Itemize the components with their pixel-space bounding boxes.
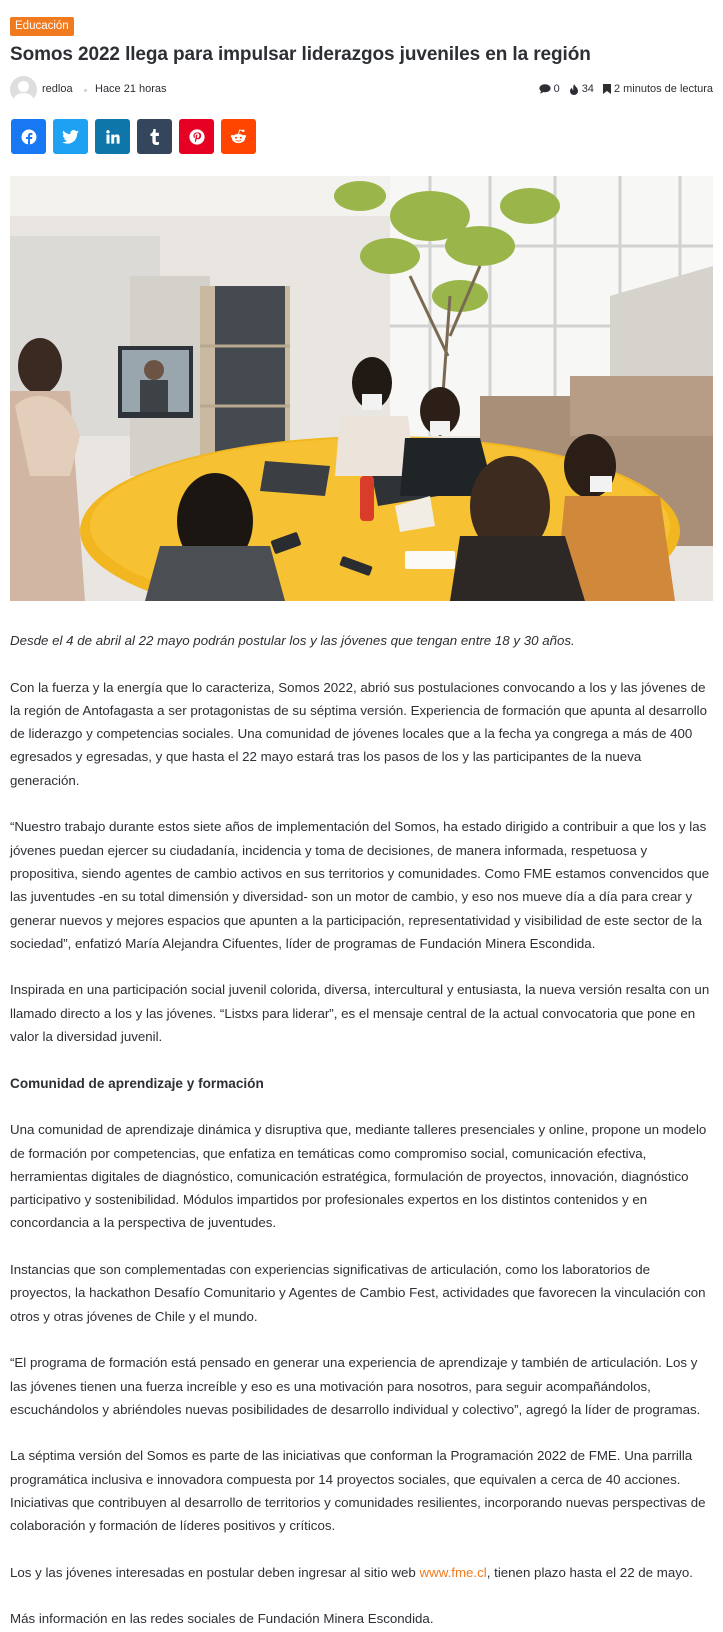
views-count [569, 83, 594, 95]
article-subheading: Comunidad de aprendizaje y formación [10, 1075, 264, 1091]
article-paragraph: “Nuestro trabajo durante estos siete años de implementación del Somos, ha estado dirigido a contribuir a que los y las jóvenes puedan ejercer su ciudadanía, incidencia y toma de decisiones, de manera informada, respetuosa y propositiva, siendo agentes de cambio activos en sus territorios y comunidades. Como FME estamos convencidos que las juventudes -en su total dimensión y diversidad- son un motor de cambio, y eso nos mueve día a día para crear y generar nuevos y mejores espacios que apunten a la participación, representatividad y visibilidad de este sector de la sociedad”, enfatizó María Alejandra Cifuentes, líder de programas de Fundación Minera Escondida. [10, 819, 710, 951]
comments-count[interactable] [539, 83, 560, 95]
share-reddit-button[interactable] [221, 119, 256, 154]
article-paragraph: “El programa de formación está pensado en generar una experiencia de aprendizaje y también de articulación. Los y las jóvenes tienen una fuerza increíble y eso es una motivación para nosotros, para seguir acompañándolos, escuchándolos y abriéndoles nuevas posibilidades de desarrollo individual y colectivo”, agregó la líder de programas. [10, 1355, 701, 1417]
post-meta [10, 76, 713, 104]
tumblr-icon [150, 129, 160, 145]
fme-website-link[interactable]: www.fme.cl [419, 1564, 487, 1580]
article-title: Somos 2022 llega para impulsar liderazgos juveniles en la región [10, 44, 591, 65]
bookmark-icon [603, 84, 611, 94]
category-badge[interactable]: Educación [10, 17, 74, 36]
facebook-icon [21, 129, 37, 145]
author-link[interactable]: redloa [42, 83, 73, 95]
separator-dot [84, 89, 87, 92]
share-facebook-button[interactable] [11, 119, 46, 154]
comments-count-value: 0 [553, 83, 560, 95]
reading-time-value: 2 minutos de lectura [613, 83, 713, 95]
article-lead: Desde el 4 de abril al 22 mayo podrán postular los y las jóvenes que tengan entre 18 y 30 años. [10, 633, 575, 648]
linkedin-icon [106, 130, 120, 144]
share-twitter-button[interactable] [53, 119, 88, 154]
twitter-icon [62, 130, 79, 144]
paragraph-text: Los y las jóvenes interesadas en postular deben ingresar al sitio web [10, 1564, 420, 1580]
share-linkedin-button[interactable] [95, 119, 130, 154]
pinterest-icon [189, 129, 205, 145]
article-paragraph [10, 1561, 713, 1584]
reading-time [603, 83, 713, 95]
article-paragraph: Inspirada en una participación social juvenil colorida, diversa, intercultural y entusiasta, la nueva versión resalta con un llamado directo a los y las jóvenes. “Listxs para liderar”, es el mensaje central de la actual convocatoria que pone en valor la diversidad juvenil. [10, 982, 710, 1045]
post-time: Hace 21 horas [95, 83, 167, 95]
article-paragraph: Con la fuerza y la energía que lo caracteriza, Somos 2022, abrió sus postulaciones convocando a los y las jóvenes de la región de Antofagasta a ser protagonistas de su séptima versión. Experiencia de formación que apunta al desarrollo de liderazgo y competencias sociales. Una comunidad de jóvenes locales que a la fecha ya congrega a más de 400 egresados y egresadas, y que hasta el 22 mayo estará tras los pasos de los y las participantes de la nueva generación. [10, 679, 708, 788]
featured-image [10, 176, 713, 601]
article-paragraph: Más información en las redes sociales de Fundación Minera Escondida. [10, 1611, 434, 1627]
post-stats [539, 83, 713, 95]
article-body [10, 629, 713, 1632]
article-paragraph: Instancias que son complementadas con experiencias significativas de articulación, como los laboratorios de proyectos, la hackathon Desafío Comunitario y Agentes de Cambio Fest, actividades que favorecen la vinculación con otros y otras jóvenes de Chile y el mundo. [10, 1262, 706, 1324]
share-buttons [11, 119, 256, 154]
share-tumblr-button[interactable] [137, 119, 172, 154]
article-paragraph: Una comunidad de aprendizaje dinámica y disruptiva que, mediante talleres presenciales y online, propone un modelo de formación por competencias, que enfatiza en temáticas como compromiso social, comunicación efectiva, herramientas digitales de diagnóstico, comunicación estratégica, formulación de proyectos, innovación, diagnóstico participativo y sostenibilidad. Módulos impartidos por profesionales expertos en los distintos contenidos y en concordancia a la perspectiva de juventudes. [10, 1122, 707, 1231]
views-count-value: 34 [581, 83, 594, 95]
fire-icon [569, 84, 579, 95]
featured-image-illustration [10, 176, 713, 601]
article-paragraph: La séptima versión del Somos es parte de las iniciativas que conforman la Programación 2022 de FME. Una parrilla programática inclusiva e innovadora compuesta por 14 proyectos sociales, que equivalen a cerca de 40 acciones. Iniciativas que contribuyen al desarrollo de territorios y comunidades resilientes, incorporando nuevas perspectivas de colaboración y formación de líderes positivos y críticos. [10, 1448, 706, 1534]
comments-icon [539, 84, 551, 94]
avatar[interactable] [10, 76, 37, 103]
reddit-icon [230, 129, 247, 144]
share-pinterest-button[interactable] [179, 119, 214, 154]
paragraph-text: , tienen plazo hasta el 22 de mayo. [486, 1564, 693, 1580]
